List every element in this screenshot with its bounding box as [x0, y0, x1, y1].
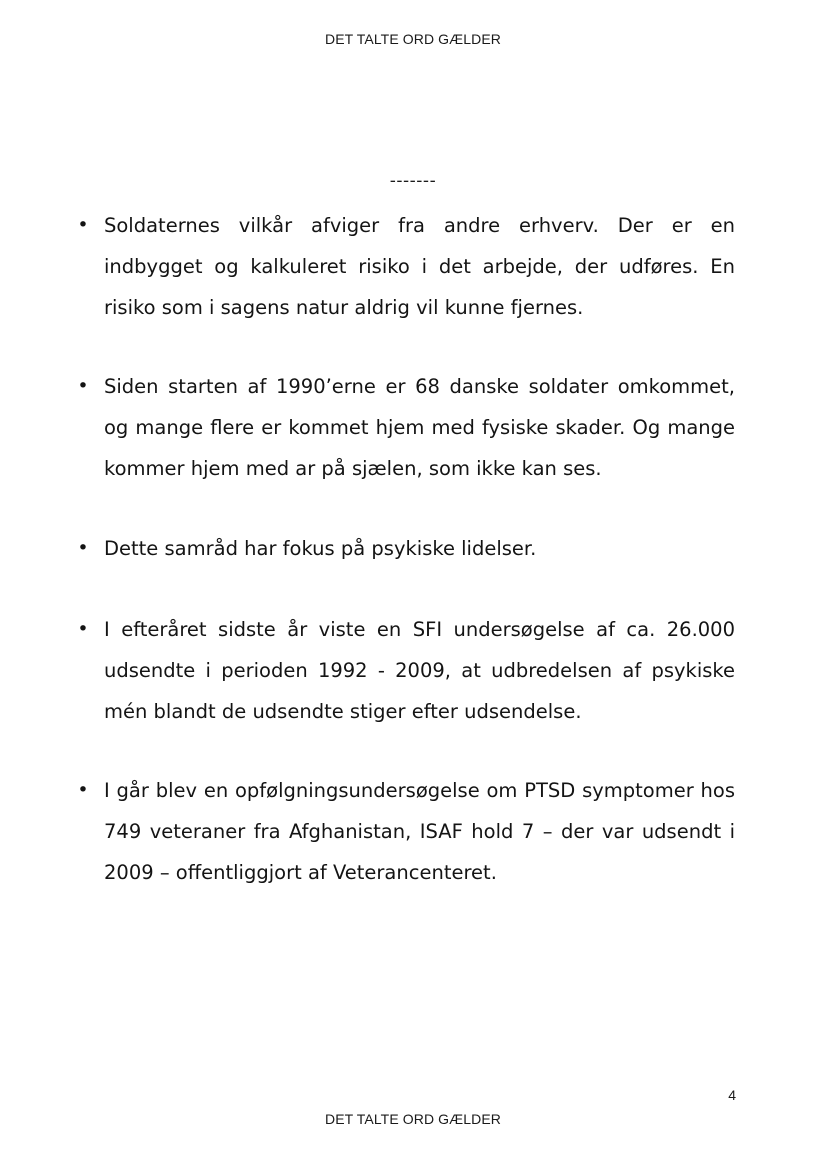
bullet-icon: • [77, 537, 89, 559]
bullet-item-1 [77, 205, 735, 328]
section-separator: ------- [389, 171, 437, 191]
bullet-item-2 [77, 366, 735, 489]
page-footer: DET TALTE ORD GÆLDER [325, 1111, 501, 1127]
bullet-text: Dette samråd har fokus på psykiske lidelser. [104, 537, 537, 560]
bullet-icon: • [77, 375, 89, 397]
bullet-text: Soldaternes vilkår afviger fra andre erhverv. Der er en indbygget og kalkuleret risiko i det arbejde, der udføres. En risiko som i sagens natur aldrig vil kunne fjernes. [104, 214, 735, 319]
bullet-icon: • [77, 618, 89, 640]
bullet-text: I går blev en opfølgningsundersøgelse om PTSD symptomer hos 749 veteraner fra Afghanistan, ISAF hold 7 – der var udsendt i 2009 – offentliggjort af Veterancenteret. [104, 779, 735, 884]
bullet-item-4 [77, 609, 735, 732]
page-number: 4 [728, 1087, 736, 1103]
bullet-text: I efteråret sidste år viste en SFI undersøgelse af ca. 26.000 udsendte i perioden 1992 - 2009, at udbredelsen af psykiske mén blandt de udsendte stiger efter udsendelse. [104, 618, 735, 723]
page-header: DET TALTE ORD GÆLDER [325, 31, 501, 47]
bullet-icon: • [77, 779, 89, 801]
bullet-item-3 [77, 528, 735, 569]
bullet-text: Siden starten af 1990’erne er 68 danske soldater omkommet, og mange flere er kommet hjem med fysiske skader. Og mange kommer hjem med ar på sjælen, som ikke kan ses. [104, 375, 735, 480]
bullet-icon: • [77, 214, 89, 236]
bullet-item-5 [77, 770, 735, 893]
